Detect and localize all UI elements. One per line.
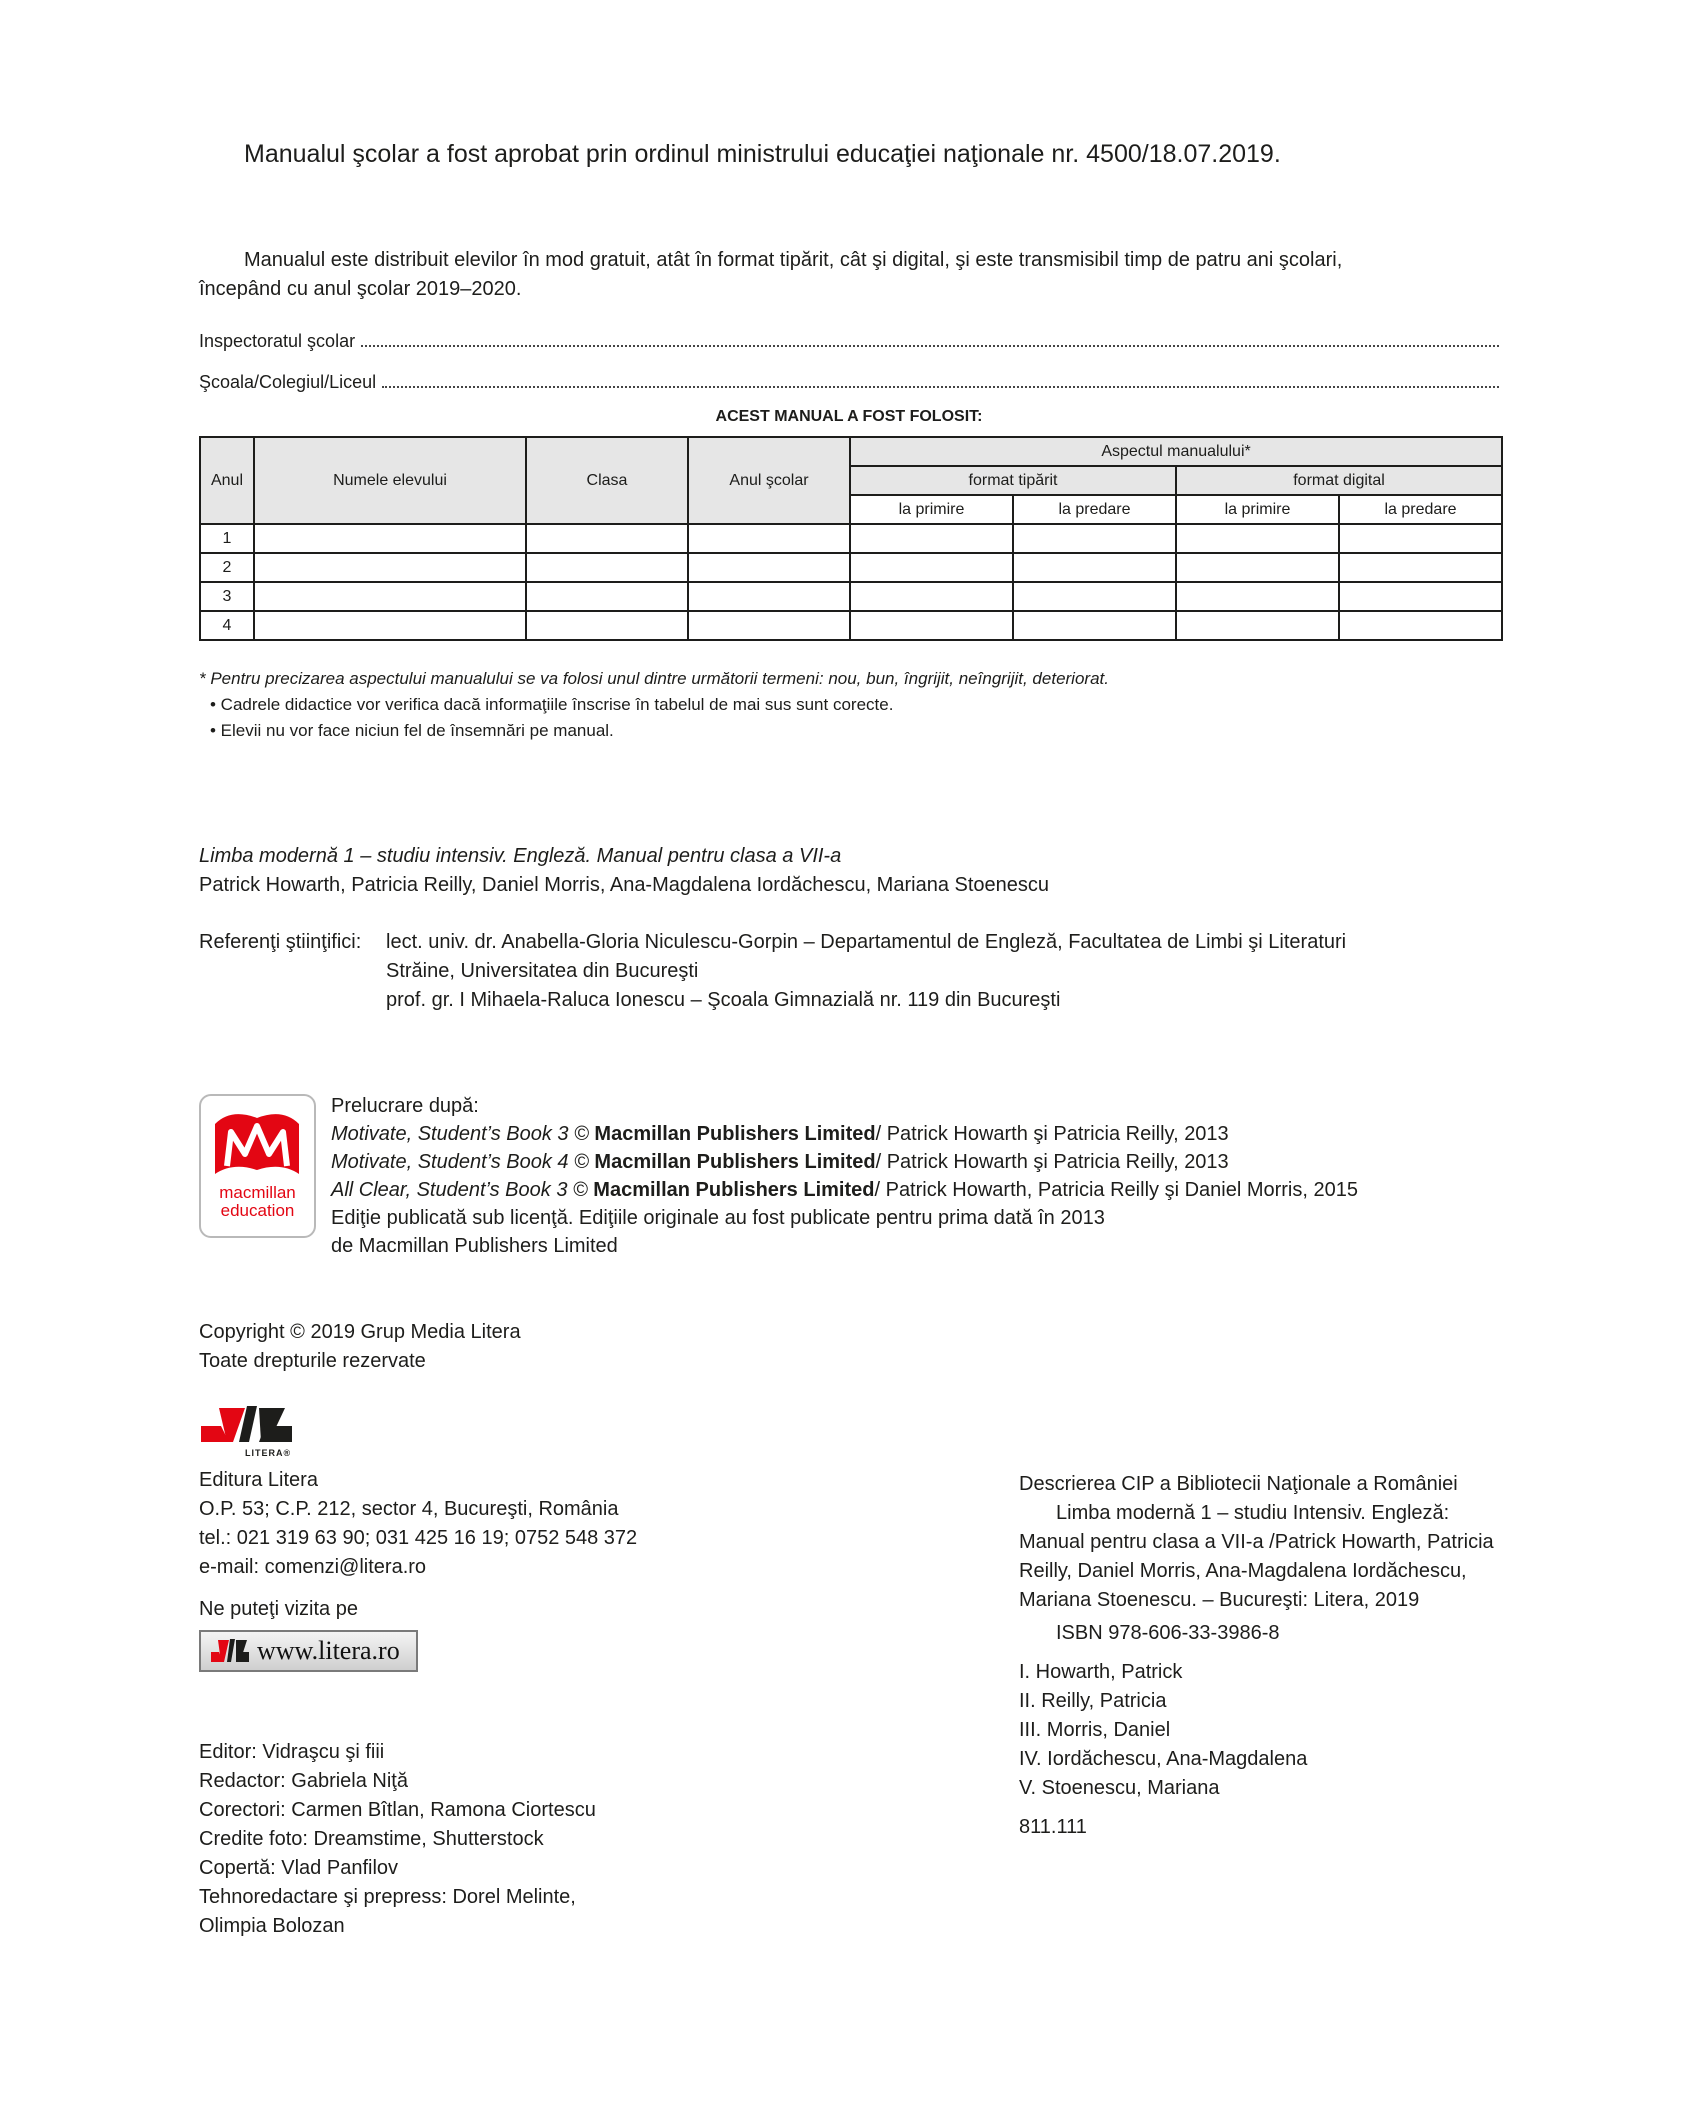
row-number: 3 [200,582,254,611]
table-cell[interactable] [254,611,526,640]
usage-table-title: ACEST MANUAL A FOST FOLOSIT: [715,408,983,425]
cip-description [1019,1470,1539,1842]
row-number: 1 [200,524,254,553]
staff-editor: Editor: Vidraşcu şi fiii [199,1741,385,1763]
header-digital-receipt: la primire [1176,495,1339,524]
credit-publisher: Macmillan Publishers Limited [594,1151,876,1173]
credit-authors: / Patrick Howarth, Patricia Reilly şi Daniel Morris, 2015 [874,1179,1358,1201]
staff-correctors: Corectori: Carmen Bîtlan, Ramona Ciortescu [199,1799,596,1821]
credit-authors: / Patrick Howarth şi Patricia Reilly, 2013 [875,1151,1229,1173]
referent-2: prof. gr. I Mihaela-Raluca Ionescu – Şcoala Gimnazială nr. 119 din Bucureşti [386,989,1061,1011]
table-row [200,582,1502,611]
publisher-address: O.P. 53; C.P. 212, sector 4, Bucureşti, România [199,1498,619,1520]
credit-line [331,1148,1358,1176]
visit-label: Ne puteţi vizita pe [199,1598,358,1620]
table-cell[interactable] [850,611,1013,640]
header-class: Clasa [526,437,688,524]
table-cell[interactable] [526,611,688,640]
publisher-name: Editura Litera [199,1469,318,1491]
cip-author: I. Howarth, Patrick [1019,1661,1183,1683]
cip-line: Reilly, Daniel Morris, Ana-Magdalena Iordăchescu, [1019,1560,1467,1582]
table-cell[interactable] [850,553,1013,582]
publisher-phone: tel.: 021 319 63 90; 031 425 16 19; 0752 548 372 [199,1527,638,1549]
macmillan-logo-text-1: macmillan [219,1183,296,1202]
license-line-2: de Macmillan Publishers Limited [331,1235,618,1257]
header-year: Anul [200,437,254,524]
table-cell[interactable] [254,524,526,553]
macmillan-logo-text-2: education [220,1201,295,1220]
staff-photo-credits: Credite foto: Dreamstime, Shutterstock [199,1828,544,1850]
credit-publisher: Macmillan Publishers Limited [594,1123,876,1145]
litera-book-icon [199,1404,294,1450]
table-cell[interactable] [850,524,1013,553]
approval-statement: Manualul şcolar a fost aprobat prin ordinul ministrului educaţiei naţionale nr. 4500/18.07.2019. [244,140,1281,168]
book-info [199,842,1049,900]
adaptation-credits [331,1092,1358,1260]
cip-author: IV. Iordăchescu, Ana-Magdalena [1019,1748,1308,1770]
litera-logo [199,1404,294,1462]
publisher-email[interactable]: e-mail: comenzi@litera.ro [199,1556,427,1578]
publisher-info [199,1466,637,1582]
table-cell[interactable] [688,611,850,640]
usage-table [199,436,1503,641]
table-cell[interactable] [1013,582,1176,611]
credit-publisher: Macmillan Publishers Limited [593,1179,875,1201]
table-cell[interactable] [1013,553,1176,582]
website-url[interactable]: www.litera.ro [257,1636,400,1665]
header-student-name: Numele elevului [254,437,526,524]
macmillan-education-logo [199,1094,316,1238]
cip-author: II. Reilly, Patricia [1019,1690,1167,1712]
header-printed-return: la predare [1013,495,1176,524]
website-button[interactable] [199,1630,418,1672]
table-cell[interactable] [688,524,850,553]
table-cell[interactable] [1176,524,1339,553]
book-title: Limba modernă 1 – studiu intensiv. Engleză. Manual pentru clasa a VII-a [199,845,842,867]
staff-credits [199,1738,596,1941]
table-row [200,524,1502,553]
row-number: 4 [200,611,254,640]
cip-line: Manual pentru clasa a VII-a /Patrick Howarth, Patricia [1019,1531,1494,1553]
header-printed-format: format tipărit [850,466,1176,495]
table-notes [199,666,1109,744]
cip-classification: 811.111 [1019,1816,1087,1838]
school-field[interactable] [199,371,1499,393]
note-students: • Elevii nu vor face niciun fel de însemnări pe manual. [210,721,614,740]
row-number: 2 [200,553,254,582]
header-digital-format: format digital [1176,466,1502,495]
staff-dtp-cont: Olimpia Bolozan [199,1915,345,1937]
table-cell[interactable] [1176,582,1339,611]
school-dotted-line[interactable] [382,371,1499,388]
table-cell[interactable] [1013,611,1176,640]
distribution-notice [199,246,1509,304]
note-teachers: • Cadrele didactice vor verifica dacă informaţiile înscrise în tabelul de mai sus sunt corecte. [210,695,894,714]
referent-1: lect. univ. dr. Anabella-Gloria Niculescu-Gorpin – Departamentul de Engleză, Facultatea de Limbi şi Literaturi [386,931,1347,953]
credit-title: Motivate, Student’s Book 3 © [331,1123,589,1145]
aspect-footnote: * Pentru precizarea aspectului manualului se va folosi unul dintre următorii termeni: nou, bun, îngrijit, neîngrijit, deteriorat. [199,669,1109,688]
table-cell[interactable] [254,553,526,582]
header-school-year: Anul şcolar [688,437,850,524]
table-cell[interactable] [1176,611,1339,640]
header-printed-receipt: la primire [850,495,1013,524]
table-cell[interactable] [1176,553,1339,582]
staff-redactor: Redactor: Gabriela Niţă [199,1770,408,1792]
cip-heading: Descrierea CIP a Bibliotecii Naţionale a României [1019,1473,1458,1495]
cip-line: Mariana Stoenescu. – Bucureşti: Litera, 2019 [1019,1589,1420,1611]
table-row [200,611,1502,640]
cip-author: III. Morris, Daniel [1019,1719,1171,1741]
macmillan-book-icon [201,1096,314,1186]
credit-title: Motivate, Student’s Book 4 © [331,1151,589,1173]
table-cell[interactable] [526,582,688,611]
header-aspect: Aspectul manualului* [850,437,1502,466]
inspectorate-label: Inspectoratul şcolar [199,331,356,351]
credits-heading: Prelucrare după: [331,1095,479,1117]
credit-authors: / Patrick Howarth şi Patricia Reilly, 2013 [875,1123,1229,1145]
copyright-notice [199,1318,521,1376]
copyright-line: Copyright © 2019 Grup Media Litera [199,1321,521,1343]
scientific-referents [199,928,1646,1015]
litera-logo-text: LITERA® [245,1448,292,1458]
table-cell[interactable] [688,582,850,611]
header-digital-return: la predare [1339,495,1502,524]
table-cell[interactable] [526,553,688,582]
table-cell[interactable] [1339,524,1502,553]
table-row [200,553,1502,582]
cip-author: V. Stoenescu, Mariana [1019,1777,1220,1799]
inspectorate-field[interactable] [199,330,1499,352]
credit-line [331,1176,1358,1204]
table-cell[interactable] [850,582,1013,611]
staff-dtp: Tehnoredactare şi prepress: Dorel Melinte, [199,1886,576,1908]
table-cell[interactable] [1339,553,1502,582]
cip-line: Limba modernă 1 – studiu Intensiv. Engleză: [1056,1502,1450,1524]
cip-isbn: ISBN 978-606-33-3986-8 [1056,1622,1280,1644]
referents-label: Referenţi ştiinţifici: [199,931,362,953]
table-cell[interactable] [688,553,850,582]
book-authors: Patrick Howarth, Patricia Reilly, Daniel Morris, Ana-Magdalena Iordăchescu, Mariana Stoenescu [199,874,1050,896]
license-line-1: Ediţie publicată sub licenţă. Ediţiile originale au fost publicate pentru prima dată în 2013 [331,1207,1105,1229]
referent-1-cont: Străine, Universitatea din Bucureşti [386,960,699,982]
distribution-line-2: începând cu anul şcolar 2019–2020. [199,278,522,300]
school-label: Şcoala/Colegiul/Liceul [199,372,377,392]
table-cell[interactable] [1339,611,1502,640]
staff-cover: Copertă: Vlad Panfilov [199,1857,399,1879]
distribution-line-1: Manualul este distribuit elevilor în mod gratuit, atât în format tipărit, cât şi digital, şi este transmisibil timp de patru ani şcolari, [244,249,1343,271]
credit-title: All Clear, Student’s Book 3 © [331,1179,588,1201]
rights-reserved: Toate drepturile rezervate [199,1350,426,1372]
inspectorate-dotted-line[interactable] [361,330,1499,347]
credit-line [331,1120,1358,1148]
table-cell[interactable] [254,582,526,611]
table-cell[interactable] [1013,524,1176,553]
table-cell[interactable] [526,524,688,553]
table-cell[interactable] [1339,582,1502,611]
litera-mini-icon [209,1636,251,1666]
